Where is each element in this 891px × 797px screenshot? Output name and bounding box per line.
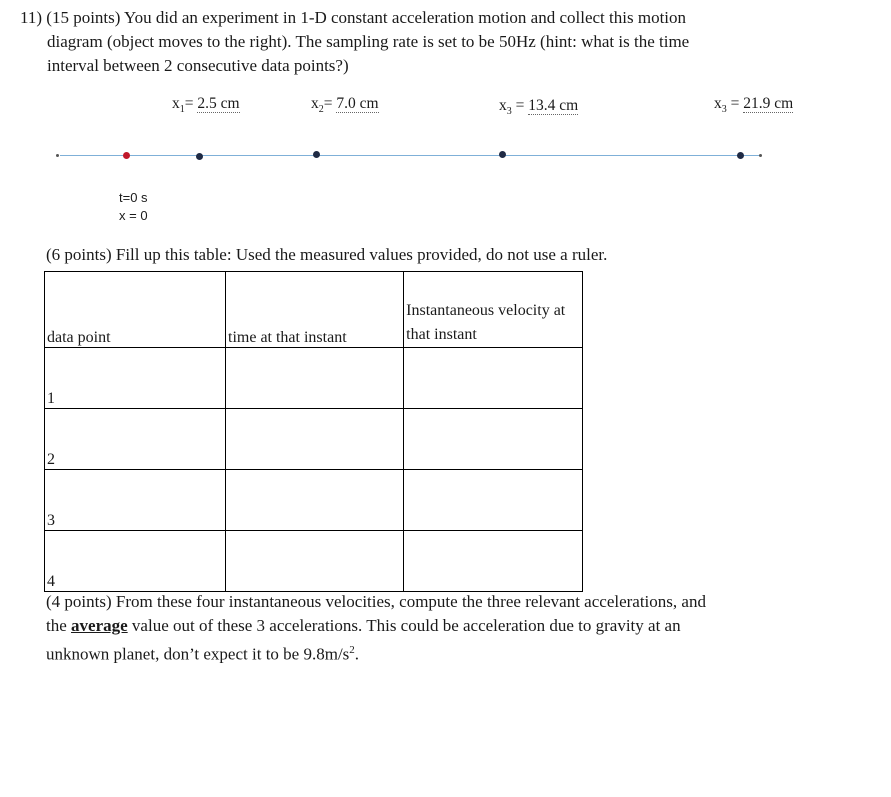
footer-line-2: the average value out of these 3 accelerations. This could be acceleration due to gravity at an xyxy=(46,616,681,635)
axis-end-right xyxy=(759,154,762,157)
average-emphasis: average xyxy=(71,616,128,635)
row-label-3: 3 xyxy=(45,470,226,531)
data-point-origin xyxy=(123,152,130,159)
footer-line-3: unknown planet, don’t expect it to be $9.8m/s^2$. xyxy=(46,644,360,664)
header-time: time at that instant xyxy=(226,272,404,348)
data-point-1 xyxy=(196,153,203,160)
x3-label: $x_3 = 13.4$ cm xyxy=(499,97,579,118)
footer-line-1: (4 points) From these four instantaneous velocities, compute the three relevant accelerations, and xyxy=(46,592,706,611)
time-cell-3[interactable] xyxy=(226,470,404,531)
x1-label: $x_1= 2.5$ cm xyxy=(172,95,240,116)
table-row xyxy=(45,531,583,592)
motion-axis xyxy=(60,155,760,156)
axis-end-left xyxy=(56,154,59,157)
origin-label xyxy=(119,189,148,225)
table-row xyxy=(45,470,583,531)
table-row xyxy=(45,348,583,409)
x4-value: 21.9 cm xyxy=(743,95,794,112)
row-label-4: 4 xyxy=(45,531,226,592)
time-cell-1[interactable] xyxy=(226,348,404,409)
table-instruction: (6 points) Fill up this table: Used the measured values provided, do not use a ruler. xyxy=(46,245,608,264)
origin-time: t=0 s xyxy=(119,190,148,205)
data-point-2 xyxy=(313,151,320,158)
time-cell-4[interactable] xyxy=(226,531,404,592)
velocity-cell-4[interactable] xyxy=(404,531,583,592)
velocity-cell-1[interactable] xyxy=(404,348,583,409)
motion-diagram xyxy=(0,88,891,238)
header-velocity: Instantaneous velocity at that instant xyxy=(404,272,583,348)
row-label-1: 1 xyxy=(45,348,226,409)
x2-value: 7.0 cm xyxy=(336,95,379,112)
origin-position: x = 0 xyxy=(119,208,148,223)
x3-value: 13.4 cm xyxy=(528,97,579,114)
question-text xyxy=(20,6,880,78)
x2-label: $x_2= 7.0$ cm xyxy=(311,95,379,116)
answer-table xyxy=(44,271,583,592)
row-label-2: 2 xyxy=(45,409,226,470)
header-data-point: data point xyxy=(45,272,226,348)
question-line-1: 11) (15 points) You did an experiment in 1-D constant acceleration motion and collect this motion xyxy=(20,8,687,27)
data-point-4 xyxy=(737,152,744,159)
velocity-cell-3[interactable] xyxy=(404,470,583,531)
question-line-3: interval between 2 consecutive data points?) xyxy=(47,56,349,75)
x1-value: 2.5 cm xyxy=(197,95,240,112)
question-line-2: diagram (object moves to the right). The sampling rate is set to be 50Hz (hint: what is the time xyxy=(47,32,690,51)
data-point-3 xyxy=(499,151,506,158)
table-header-row xyxy=(45,272,583,348)
acceleration-instructions xyxy=(46,590,876,667)
table-row xyxy=(45,409,583,470)
time-cell-2[interactable] xyxy=(226,409,404,470)
x4-label: $x_3 = 21.9$ cm xyxy=(714,95,794,116)
velocity-cell-2[interactable] xyxy=(404,409,583,470)
